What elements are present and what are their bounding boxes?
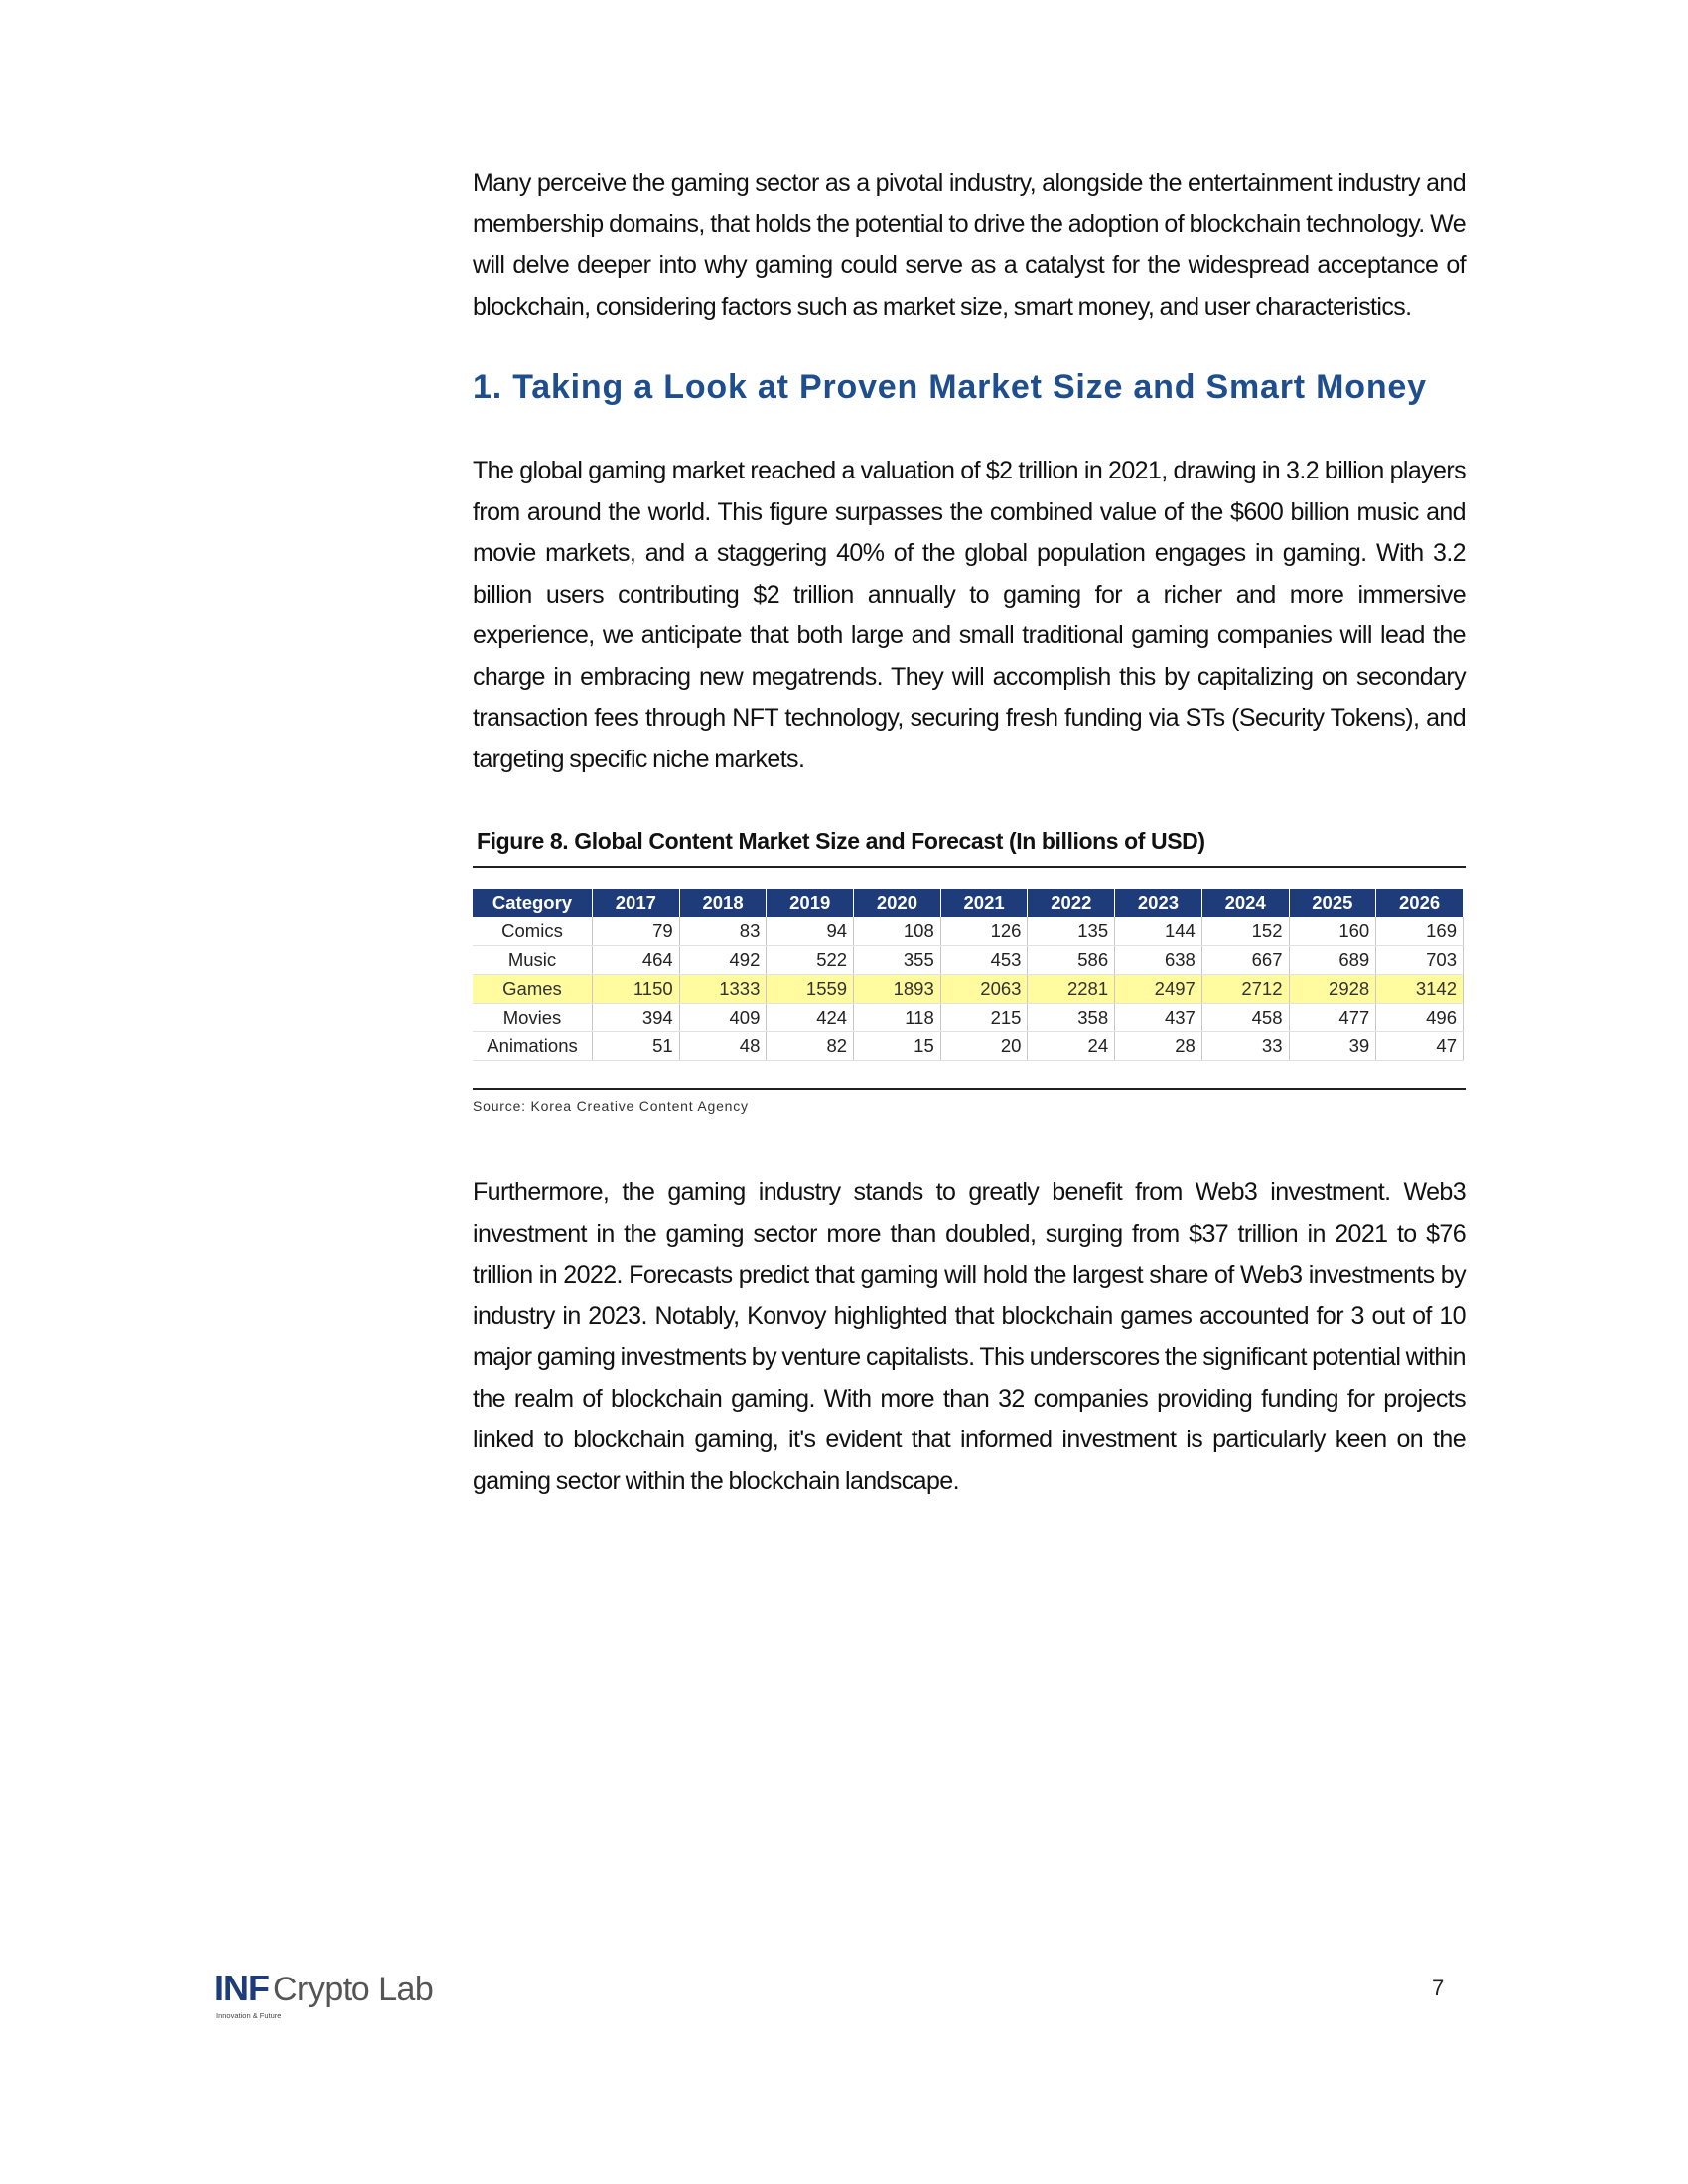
table-cell: 144	[1115, 917, 1202, 946]
row-label: Music	[473, 946, 593, 975]
table-cell: 1893	[854, 975, 941, 1004]
table-cell: 169	[1376, 917, 1464, 946]
table-cell: 20	[940, 1032, 1028, 1061]
table-row	[473, 1004, 1464, 1032]
body-paragraph-market-size: The global gaming market reached a valuation of $2 trillion in 2021, drawing in 3.2 billion players from around the world. This figure surpasses the combined value of the $600 billion music and movie markets, and a staggering 40% of the global population engages in gaming. With 3.2 billion users contributing $2 trillion annually to gaming for a richer and more immersive experience, we anticipate that both large and small traditional gaming companies will lead the charge in embracing new megatrends. They will accomplish this by capitalizing on secondary transaction fees through NFT technology, securing fresh funding via STs (Security Tokens), and targeting specific niche markets.	[473, 457, 1466, 773]
column-header-2023: 2023	[1115, 889, 1202, 917]
table-cell: 215	[940, 1004, 1028, 1032]
table-cell: 47	[1376, 1032, 1464, 1061]
table-cell: 118	[854, 1004, 941, 1032]
table-cell: 667	[1201, 946, 1289, 975]
column-header-2018: 2018	[679, 889, 767, 917]
column-header-2024: 2024	[1201, 889, 1289, 917]
section-heading: 1. Taking a Look at Proven Market Size and Smart Money	[473, 368, 1427, 406]
table-cell: 1333	[679, 975, 767, 1004]
table-cell: 2063	[940, 975, 1028, 1004]
table-cell: 638	[1115, 946, 1202, 975]
table-row	[473, 975, 1464, 1004]
inf-crypto-lab-logo	[214, 1968, 434, 2020]
table-cell: 126	[940, 917, 1028, 946]
table-cell: 2497	[1115, 975, 1202, 1004]
table-cell: 355	[854, 946, 941, 975]
table-cell: 135	[1028, 917, 1115, 946]
table-cell: 33	[1201, 1032, 1289, 1061]
table-cell: 464	[593, 946, 680, 975]
row-label: Games	[473, 975, 593, 1004]
column-header-2025: 2025	[1289, 889, 1376, 917]
table-cell: 24	[1028, 1032, 1115, 1061]
table-cell: 703	[1376, 946, 1464, 975]
page-number: 7	[1432, 1976, 1445, 2000]
column-header-2019: 2019	[767, 889, 854, 917]
table-cell: 394	[593, 1004, 680, 1032]
figure-source: Source: Korea Creative Content Agency	[473, 1098, 749, 1114]
table-cell: 2281	[1028, 975, 1115, 1004]
table-cell: 1150	[593, 975, 680, 1004]
table-cell: 48	[679, 1032, 767, 1061]
table-cell: 409	[679, 1004, 767, 1032]
table-cell: 689	[1289, 946, 1376, 975]
table-cell: 477	[1289, 1004, 1376, 1032]
table-cell: 108	[854, 917, 941, 946]
table-cell: 2712	[1201, 975, 1289, 1004]
column-header-2021: 2021	[940, 889, 1028, 917]
table-cell: 424	[767, 1004, 854, 1032]
table-cell: 82	[767, 1032, 854, 1061]
column-header-2020: 2020	[854, 889, 941, 917]
intro-paragraph: Many perceive the gaming sector as a pivotal industry, alongside the entertainment industry and membership domains, that holds the potential to drive the adoption of blockchain technology. We will delve deeper into why gaming could serve as a catalyst for the widespread acceptance of blockchain, considering factors such as market size, smart money, and user characteristics.	[473, 169, 1466, 321]
table-row	[473, 917, 1464, 946]
table-row	[473, 946, 1464, 975]
table-cell: 152	[1201, 917, 1289, 946]
logo-tagline: Innovation & Future	[216, 2011, 282, 2020]
figure-top-rule	[473, 866, 1466, 868]
figure-bottom-rule	[473, 1088, 1466, 1090]
row-label: Animations	[473, 1032, 593, 1061]
table-cell: 28	[1115, 1032, 1202, 1061]
table-cell: 522	[767, 946, 854, 975]
table-body	[473, 917, 1464, 1061]
table-cell: 83	[679, 917, 767, 946]
table-cell: 51	[593, 1032, 680, 1061]
column-header-2017: 2017	[593, 889, 680, 917]
table-cell: 39	[1289, 1032, 1376, 1061]
market-size-table	[473, 889, 1464, 1061]
table-cell: 453	[940, 946, 1028, 975]
table-cell: 586	[1028, 946, 1115, 975]
figure-title: Figure 8. Global Content Market Size and Forecast (In billions of USD)	[477, 828, 1205, 854]
table-row	[473, 1032, 1464, 1061]
table-cell: 1559	[767, 975, 854, 1004]
table-cell: 358	[1028, 1004, 1115, 1032]
table-cell: 3142	[1376, 975, 1464, 1004]
table-cell: 160	[1289, 917, 1376, 946]
column-header-2022: 2022	[1028, 889, 1115, 917]
logo-inf-text: INF	[214, 1968, 269, 2008]
table-cell: 437	[1115, 1004, 1202, 1032]
table-cell: 2928	[1289, 975, 1376, 1004]
row-label: Movies	[473, 1004, 593, 1032]
column-header-category: Category	[473, 889, 593, 917]
logo-crypto-lab-text: Crypto Lab	[273, 1971, 434, 2008]
table-cell: 15	[854, 1032, 941, 1061]
table-cell: 458	[1201, 1004, 1289, 1032]
table-cell: 496	[1376, 1004, 1464, 1032]
table-header-row	[473, 889, 1464, 917]
table-cell: 492	[679, 946, 767, 975]
table-cell: 94	[767, 917, 854, 946]
body-paragraph-web3-investment: Furthermore, the gaming industry stands to greatly benefit from Web3 investment. Web3 investment in the gaming sector more than doubled, surging from $37 trillion in 2021 to $76 trillion in 2022. Forecasts predict that gaming will hold the largest share of Web3 investments by industry in 2023. Notably, Konvoy highlighted that blockchain games accounted for 3 out of 10 major gaming investments by venture capitalists. This underscores the significant potential within the realm of blockchain gaming. With more than 32 companies providing funding for projects linked to blockchain gaming, it's evident that informed investment is particularly keen on the gaming sector within the blockchain landscape.	[473, 1178, 1466, 1495]
column-header-2026: 2026	[1376, 889, 1464, 917]
row-label: Comics	[473, 917, 593, 946]
table-cell: 79	[593, 917, 680, 946]
